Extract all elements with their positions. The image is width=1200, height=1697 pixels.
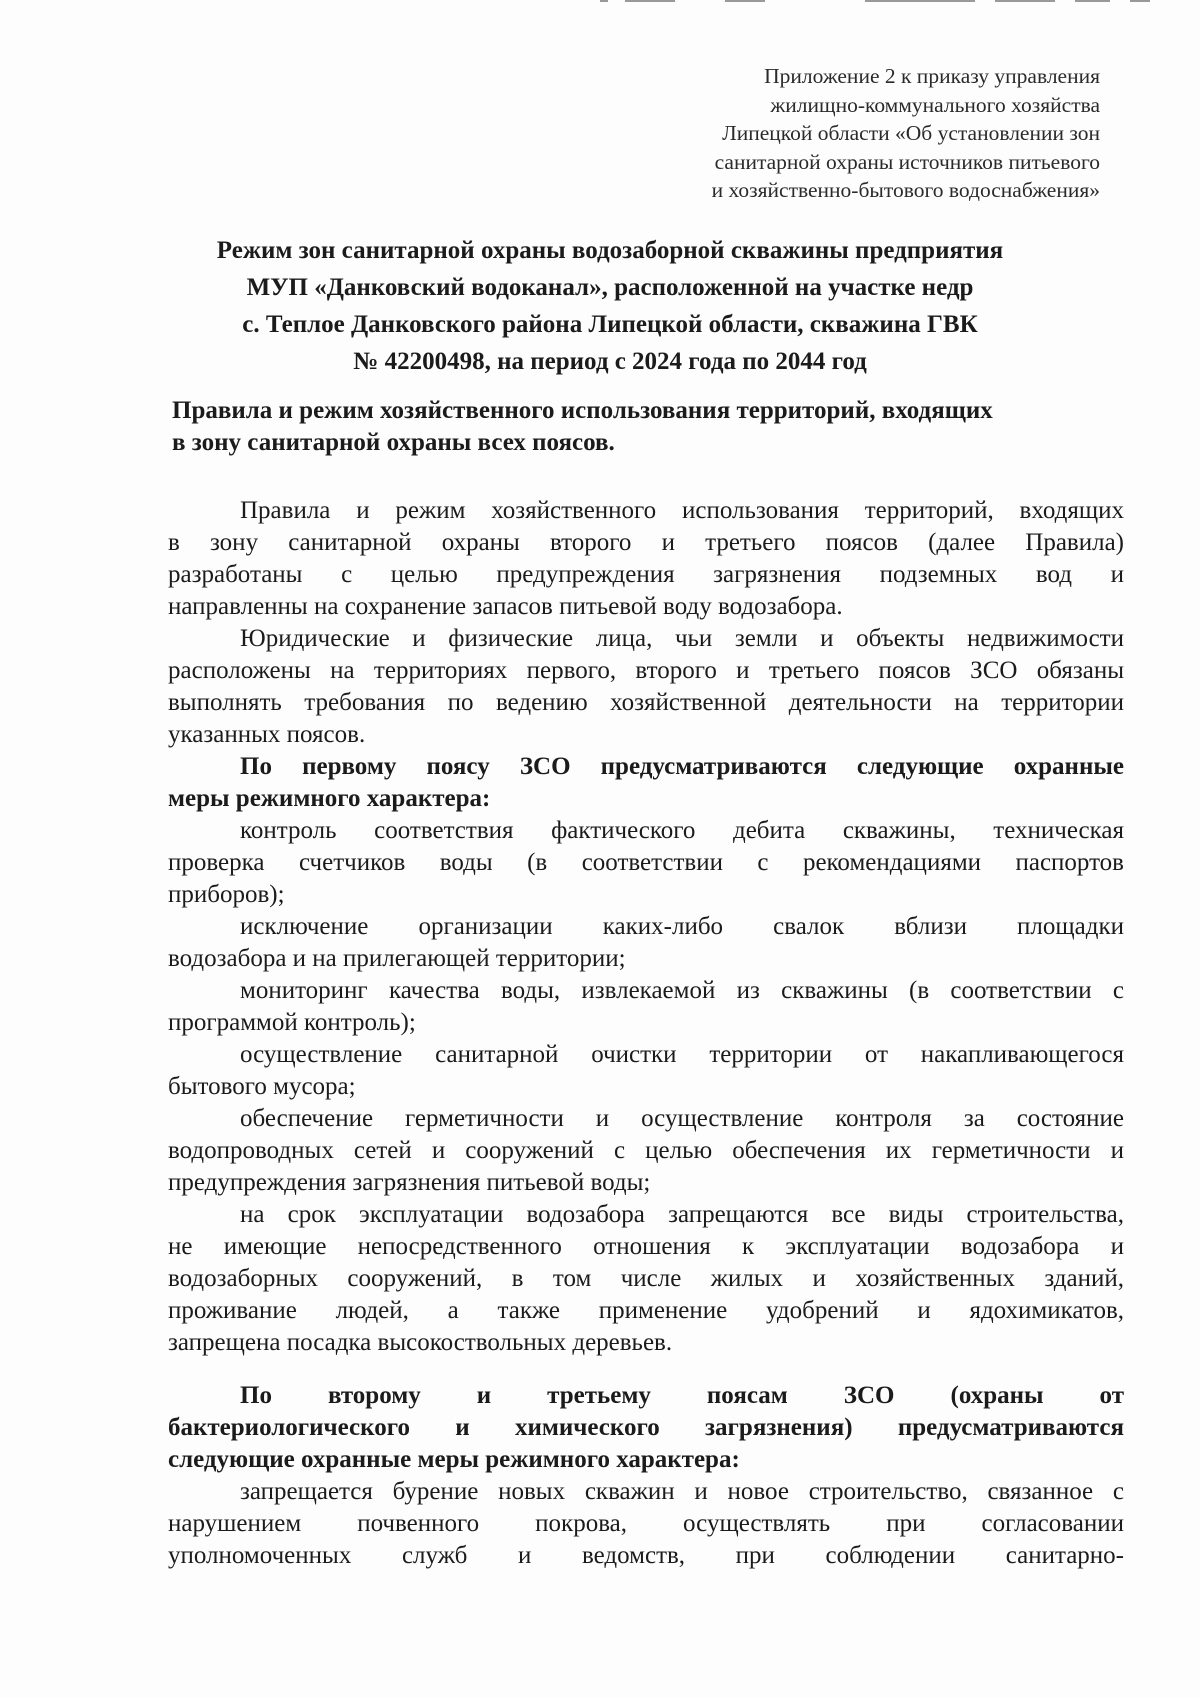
belt23-heading-line: следующие охранные меры режимного характера: [168,1446,740,1473]
appendix-note-line: и хозяйственно-бытового водоснабжения» [711,178,1100,202]
item-line: контроль соответствия фактического дебита скважины, техническая [240,817,1124,844]
item-line: запрещается бурение новых скважин и новое строительство, связанное с [240,1478,1124,1505]
item-line: приборов); [168,881,285,908]
item-line: бытового мусора; [168,1073,356,1100]
belt23-item [168,1476,1124,1572]
item-line: исключение организации каких-либо свалок вблизи площадки [240,913,1124,940]
item-line: осуществление санитарной очистки территории от накапливающегося [240,1041,1124,1068]
paragraph-line: указанных поясов. [168,721,366,748]
item-line: проживание людей, а также применение удобрений и ядохимикатов, [168,1297,1124,1324]
item-line: программой контроль); [168,1009,416,1036]
document-title [160,232,1060,380]
belt1-item [168,815,1124,911]
section-heading-line: Правила и режим хозяйственного использования территорий, входящих [172,397,993,424]
paragraph-persons [168,623,1124,751]
belt1-item [168,1039,1124,1103]
item-line: водопроводных сетей и сооружений с целью обеспечения их герметичности и [168,1137,1124,1164]
belt23-heading [168,1380,1124,1476]
belt23-heading-line: бактериологического и химического загрязнения) предусматриваются [168,1414,1124,1441]
section-heading [172,395,1128,459]
item-line: водозаборных сооружений, в том числе жилых и хозяйственных зданий, [168,1265,1124,1292]
belt23-heading-line: По второму и третьему поясам ЗСО (охраны от [240,1382,1124,1409]
item-line: запрещена посадка высокоствольных деревьев. [168,1329,673,1356]
appendix-note-line: жилищно-коммунального хозяйства [770,92,1100,117]
paragraph-rules [168,495,1124,623]
item-line: нарушением почвенного покрова, осуществлять при согласовании [168,1510,1124,1537]
item-line: проверка счетчиков воды (в соответствии с рекомендациями паспортов [168,849,1124,876]
appendix-note-line: санитарной охраны источников питьевого [714,149,1100,174]
appendix-note-line: Приложение 2 к приказу управления [764,64,1100,88]
item-line: предупреждения загрязнения питьевой воды; [168,1169,651,1196]
belt1-item [168,1199,1124,1359]
belt1-item [168,1103,1124,1199]
belt1-item [168,911,1124,975]
body-text [168,495,1124,1572]
belt1-heading-line: По первому поясу ЗСО предусматриваются следующие охранные [240,753,1124,780]
paragraph-line: расположены на территориях первого, второго и третьего поясов ЗСО обязаны [168,657,1124,684]
appendix-note-line: Липецкой области «Об установлении зон [722,121,1100,145]
title-line: Режим зон санитарной охраны водозаборной скважины предприятия [216,237,1004,264]
paragraph-line: направленны на сохранение запасов питьевой воду водозабора. [168,593,843,620]
paragraph-line: Юридические и физические лица, чьи земли и объекты недвижимости [240,625,1124,652]
paragraph-line: Правила и режим хозяйственного использования территорий, входящих [240,497,1124,524]
scan-edge-marks [600,0,1160,6]
section-heading-line: в зону санитарной охраны всех поясов. [172,429,615,456]
spacer [168,1359,1124,1380]
item-line: обеспечение герметичности и осуществление контроля за состояние [240,1105,1124,1132]
item-line: уполномоченных служб и ведомств, при соблюдении санитарно- [168,1542,1124,1569]
item-line: мониторинг качества воды, извлекаемой из скважины (в соответствии с [240,977,1124,1004]
item-line: на срок эксплуатации водозабора запрещаются все виды строительства, [240,1201,1124,1228]
belt1-heading-line: меры режимного характера: [168,785,491,812]
title-line: МУП «Данковский водоканал», расположенной на участке недр [246,274,974,301]
belt1-heading [168,751,1124,815]
title-line: № 42200498, на период с 2024 года по 2044 год [353,348,867,375]
appendix-note [580,62,1100,205]
paragraph-line: выполнять требования по ведению хозяйственной деятельности на территории [168,689,1124,716]
title-line: с. Теплое Данковского района Липецкой области, скважина ГВК [242,311,978,338]
item-line: водозабора и на прилегающей территории; [168,945,626,972]
belt1-item [168,975,1124,1039]
item-line: не имеющие непосредственного отношения к эксплуатации водозабора и [168,1233,1124,1260]
paragraph-line: разработаны с целью предупреждения загрязнения подземных вод и [168,561,1124,588]
paragraph-line: в зону санитарной охраны второго и третьего поясов (далее Правила) [168,529,1124,556]
